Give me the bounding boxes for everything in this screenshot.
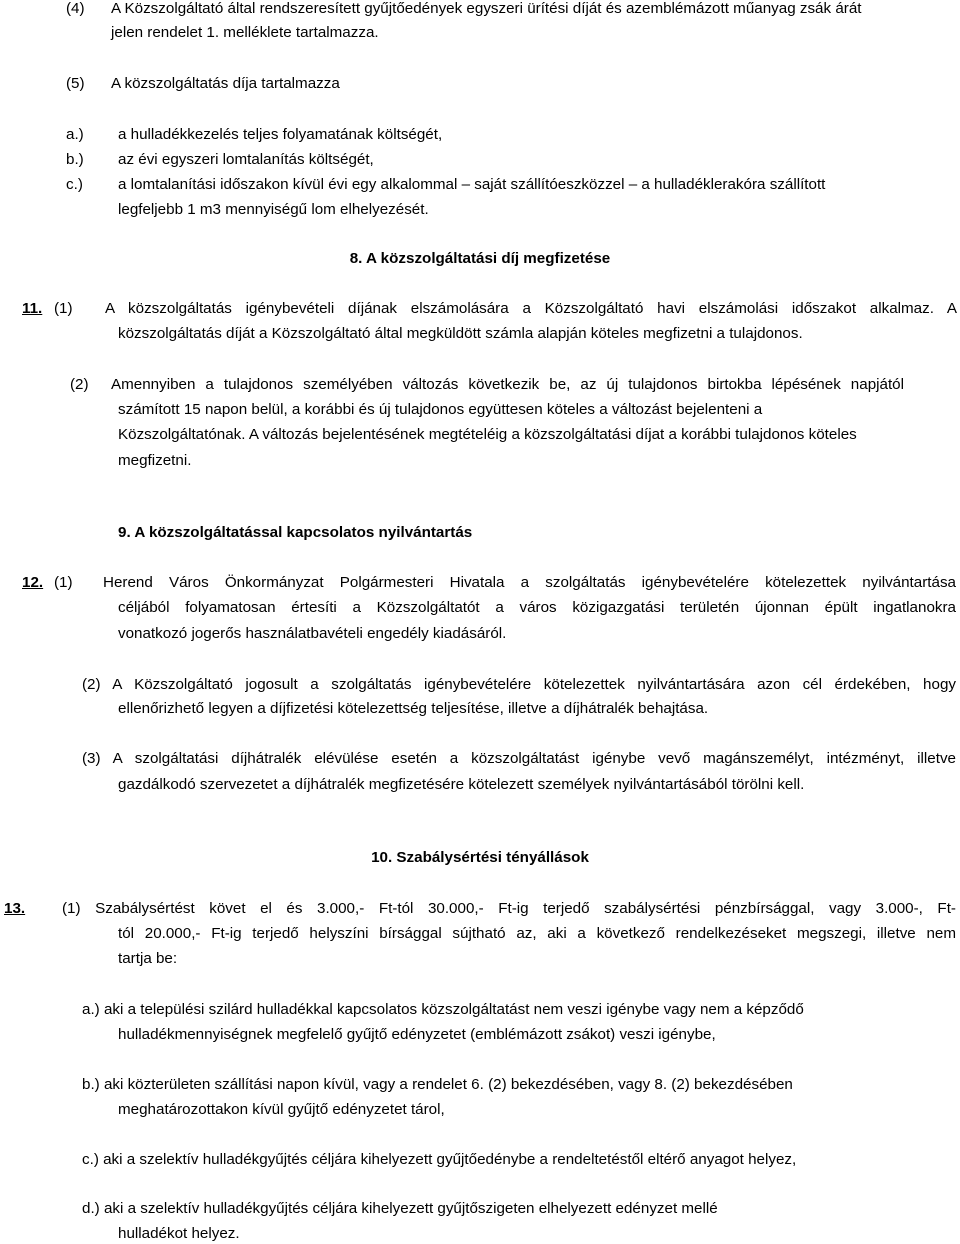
list-item: hulladékmennyiségnek megfelelő gyűjtő edényzetet (emblémázott zsákot) veszi igénybe,	[118, 1026, 716, 1043]
list-item: d.) aki a szelektív hulladékgyűjtés céljára kihelyezett gyűjtőszigeten elhelyezett edényzet mellé	[82, 1200, 718, 1217]
paragraph-number: (1)	[54, 300, 73, 317]
paragraph-text-line: vonatkozó jogerős használatbavételi engedély kiadásáról.	[118, 625, 507, 642]
list-item: az évi egyszeri lomtalanítás költségét,	[118, 151, 374, 168]
paragraph-number: (4)	[66, 0, 85, 17]
list-item-label: a.)	[66, 126, 84, 143]
paragraph-text-line: (2) A Közszolgáltató jogosult a szolgáltatás igénybevételére kötelezettek nyilvántartására azon cél érdekében, hogy	[82, 676, 956, 693]
paragraph-text-line: A Közszolgáltató által rendszeresített gyűjtőedények egyszeri ürítési díját és azemblémázott műanyag zsák árát	[111, 0, 862, 17]
article-number: 12.	[22, 574, 44, 591]
paragraph-text-line: Amennyiben a tulajdonos személyében változás következik be, az új tulajdonos birtokba lépésének napjától	[111, 376, 904, 393]
paragraph-text-line: (1) Szabálysértést követ el és 3.000,- Ft-tól 30.000,- Ft-ig terjedő szabálysértési pénzbírsággal, vagy 3.000-, Ft-	[62, 900, 956, 917]
paragraph-text-line: tól 20.000,- Ft-ig terjedő helyszíni bírsággal sújtható az, aki a következő rendelkezéseket megszegi, illetve nem	[118, 925, 956, 942]
section-heading: 10. Szabálysértési tényállások	[371, 849, 589, 866]
paragraph-text-line: (3) A szolgáltatási díjhátralék elévülése esetén a közszolgáltatást igénybe vevő magánszemélyt, intézményt, illetve	[82, 750, 956, 767]
list-item: hulladékot helyez.	[118, 1225, 240, 1242]
paragraph-text-line: Herend Város Önkormányzat Polgármesteri Hivatala a szolgáltatás igénybevételére kötelezettek nyilvántartása	[103, 574, 956, 591]
paragraph-text-line: céljából folyamatosan értesíti a Közszolgáltatót a város közigazgatási területén újonnan épült ingatlanokra	[118, 599, 956, 616]
list-item-label: c.)	[66, 176, 83, 193]
paragraph-text-line: A közszolgáltatás díja tartalmazza	[111, 75, 340, 92]
section-heading: 9. A közszolgáltatással kapcsolatos nyilvántartás	[118, 524, 473, 541]
section-heading: 8. A közszolgáltatási díj megfizetése	[349, 250, 611, 267]
article-number: 13.	[4, 900, 26, 917]
paragraph-text-line: jelen rendelet 1. melléklete tartalmazza.	[111, 24, 379, 41]
list-item: a lomtalanítási időszakon kívül évi egy alkalommal – saját szállítóeszközzel – a hulladéklerakóra szállított	[118, 176, 826, 193]
list-item: b.) aki közterületen szállítási napon kívül, vagy a rendelet 6. (2) bekezdésében, vagy 8. (2) bekezdésében	[82, 1076, 793, 1093]
paragraph-text-line: tartja be:	[118, 950, 178, 967]
list-item: meghatározottakon kívül gyűjtő edényzetet tárol,	[118, 1101, 445, 1118]
paragraph-text-line: megfizetni.	[118, 452, 192, 469]
paragraph-text-line: A közszolgáltatás igénybevételi díjának elszámolására a Közszolgáltató havi elszámolási időszakot alkalmaz. A	[105, 300, 957, 317]
paragraph-text-line: Közszolgáltatónak. A változás bejelentésének megtételéig a közszolgáltatási díjat a korábbi tulajdonos köteles	[118, 426, 857, 443]
paragraph-number: (5)	[66, 75, 85, 92]
paragraph-number: (1)	[54, 574, 73, 591]
list-item: c.) aki a szelektív hulladékgyűjtés céljára kihelyezett gyűjtőedénybe a rendeltetéstől eltérő anyagot helyez,	[82, 1151, 797, 1168]
paragraph-text-line: közszolgáltatás díját a Közszolgáltató által megküldött számla alapján köteles megfizetni a tulajdonos.	[118, 325, 803, 342]
paragraph-number: (2)	[70, 376, 89, 393]
list-item-label: b.)	[66, 151, 84, 168]
paragraph-text-line: ellenőrizhető legyen a díjfizetési kötelezettség teljesítése, illetve a díjhátralék behajtása.	[118, 700, 709, 717]
list-item: a hulladékkezelés teljes folyamatának költségét,	[118, 126, 443, 143]
article-number: 11.	[22, 300, 43, 317]
paragraph-text-line: gazdálkodó szervezetet a díjhátralék megfizetésére kötelezett személyek nyilvántartásából törölni kell.	[118, 776, 805, 793]
list-item: a.) aki a települési szilárd hulladékkal kapcsolatos közszolgáltatást nem veszi igénybe vagy nem a képződő	[82, 1001, 804, 1018]
paragraph-text-line: számított 15 napon belül, a korábbi és új tulajdonos együttesen köteles a változást bejelenteni a	[118, 401, 763, 418]
list-item: legfeljebb 1 m3 mennyiségű lom elhelyezését.	[118, 201, 429, 218]
